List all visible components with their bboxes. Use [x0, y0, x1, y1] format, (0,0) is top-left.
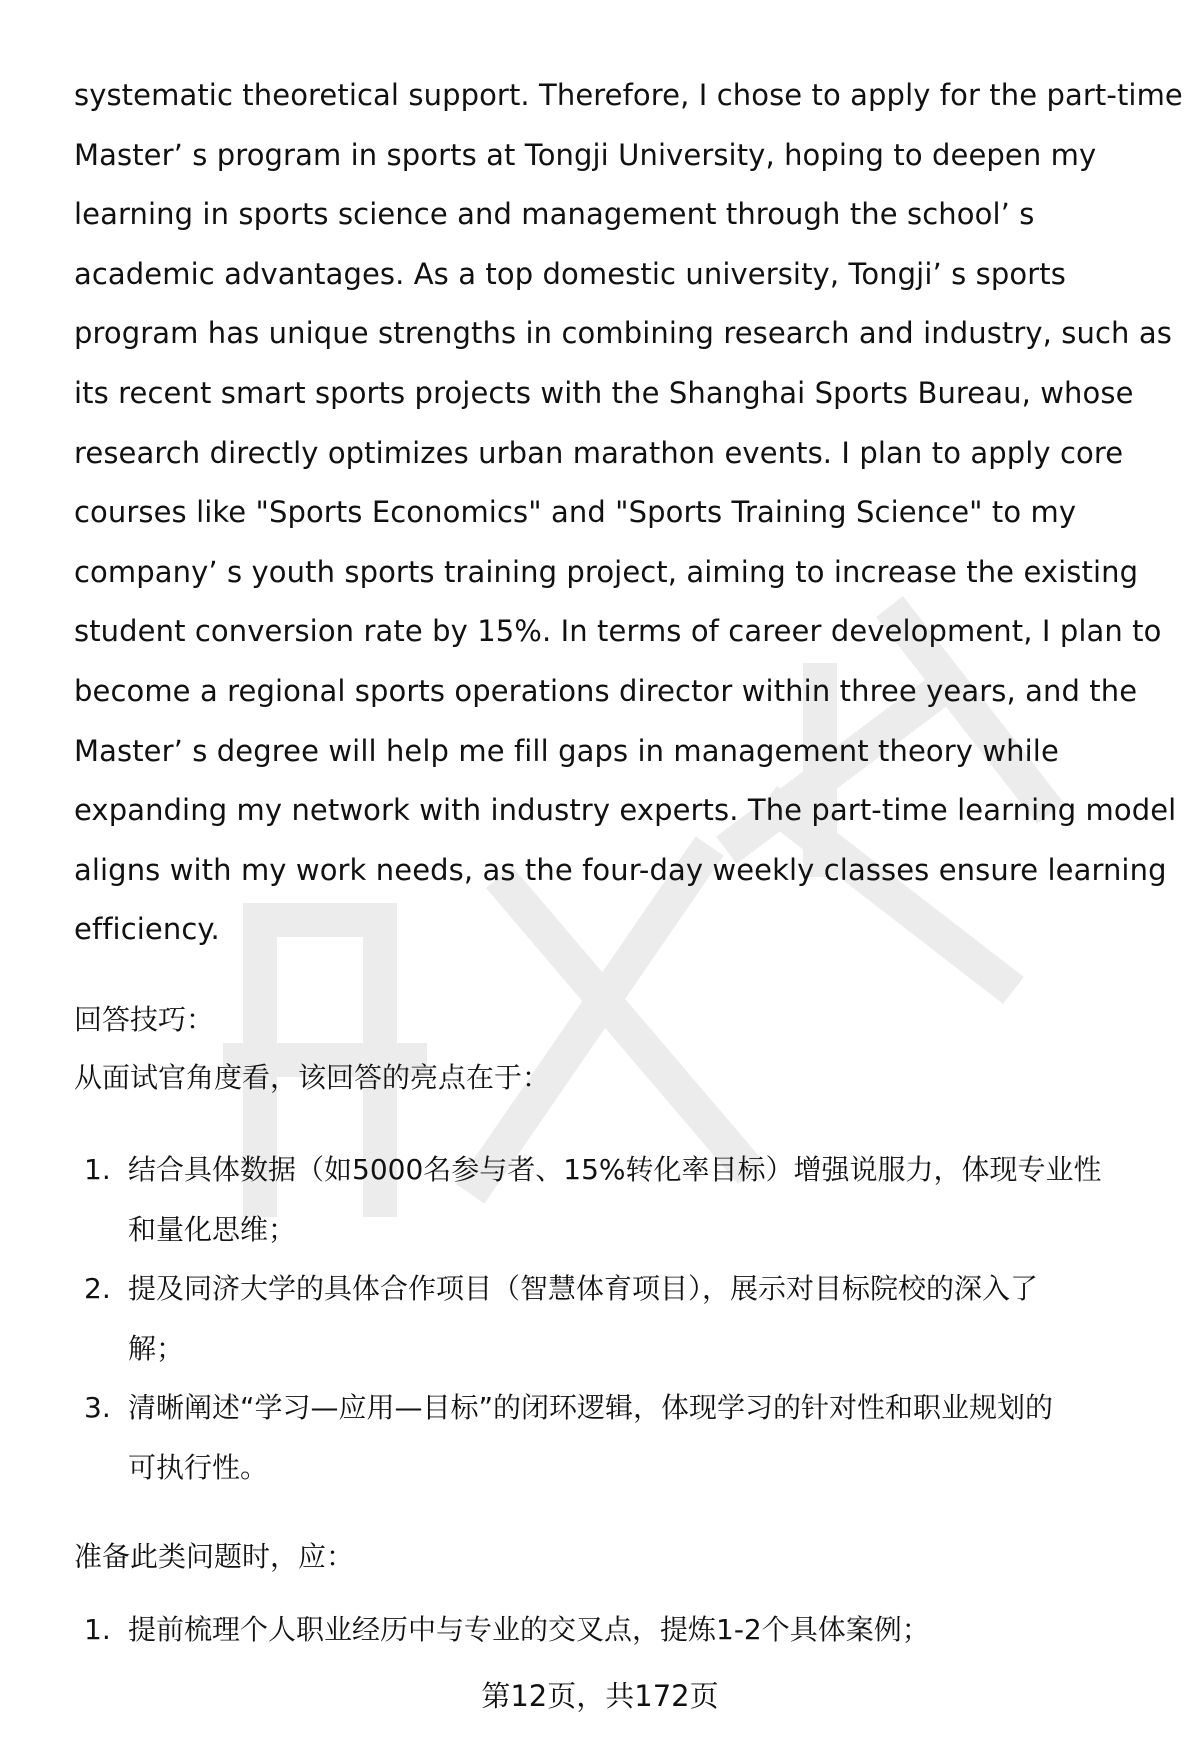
- paragraph-line: systematic theoretical support. Therefore, I chose to apply for the part-time: [74, 78, 1183, 112]
- list-item-text: 和量化思维；: [128, 1212, 297, 1246]
- paragraph-line: Master’ s program in sports at Tongji University, hoping to deepen my: [74, 137, 1097, 172]
- paragraph-line: courses like "Sports Economics" and "Sports Training Science" to my: [74, 495, 1077, 530]
- tips-intro: 从面试官角度看，该回答的亮点在于：: [74, 1061, 551, 1094]
- paragraph-line: program has unique strengths in combining research and industry, such as: [74, 316, 1172, 351]
- tips-heading: 回答技巧：: [74, 1003, 215, 1036]
- answer-paragraph: [74, 66, 1183, 960]
- list-item-text: 结合具体数据（如5000名参与者、15%转化率目标）增强说服力，体现专业性: [128, 1153, 1102, 1186]
- highlights-list: [74, 1140, 1164, 1498]
- paragraph-line: learning in sports science and management through the school’ s: [74, 197, 1035, 232]
- paragraph-line: student conversion rate by 15%. In terms of career development, I plan to: [74, 614, 1162, 649]
- list-item-text: 解；: [128, 1331, 185, 1365]
- list-number: 3.: [84, 1391, 111, 1425]
- list-item-text: 清晰阐述“学习—应用—目标”的闭环逻辑，体现学习的针对性和职业规划的: [128, 1391, 1054, 1425]
- list-number: 1.: [84, 1613, 111, 1646]
- list-number: 2.: [84, 1272, 111, 1306]
- paragraph-line: research directly optimizes urban marathon events. I plan to apply core: [74, 435, 1124, 470]
- prep-list: [74, 1600, 1164, 1660]
- list-item-text: 可执行性。: [128, 1450, 269, 1484]
- paragraph-line: company’ s youth sports training project, aiming to increase the existing: [74, 554, 1139, 589]
- paragraph-line: academic advantages. As a top domestic university, Tongji’ s sports: [74, 256, 1066, 291]
- paragraph-line: Master’ s degree will help me fill gaps in management theory while: [74, 733, 1059, 768]
- paragraph-line: its recent smart sports projects with the Shanghai Sports Bureau, whose: [74, 375, 1134, 410]
- list-number: 1.: [84, 1153, 111, 1186]
- paragraph-line: efficiency.: [74, 912, 220, 947]
- paragraph-line: become a regional sports operations director within three years, and the: [74, 673, 1138, 708]
- list-item-text: 提及同济大学的具体合作项目（智慧体育项目），展示对目标院校的深入了: [128, 1272, 1039, 1306]
- paragraph-line: aligns with my work needs, as the four-day weekly classes ensure learning: [74, 852, 1167, 887]
- list-item: [74, 1378, 1164, 1497]
- paragraph-line: expanding my network with industry experts. The part-time learning model: [74, 793, 1177, 828]
- list-item: [74, 1600, 1164, 1660]
- page-footer: 第12页，共172页: [481, 1679, 719, 1713]
- prep-heading: 准备此类问题时，应：: [74, 1540, 355, 1573]
- list-item: [74, 1140, 1164, 1259]
- list-item: [74, 1259, 1164, 1378]
- list-item-text: 提前梳理个人职业经历中与专业的交叉点，提炼1-2个具体案例；: [128, 1613, 930, 1646]
